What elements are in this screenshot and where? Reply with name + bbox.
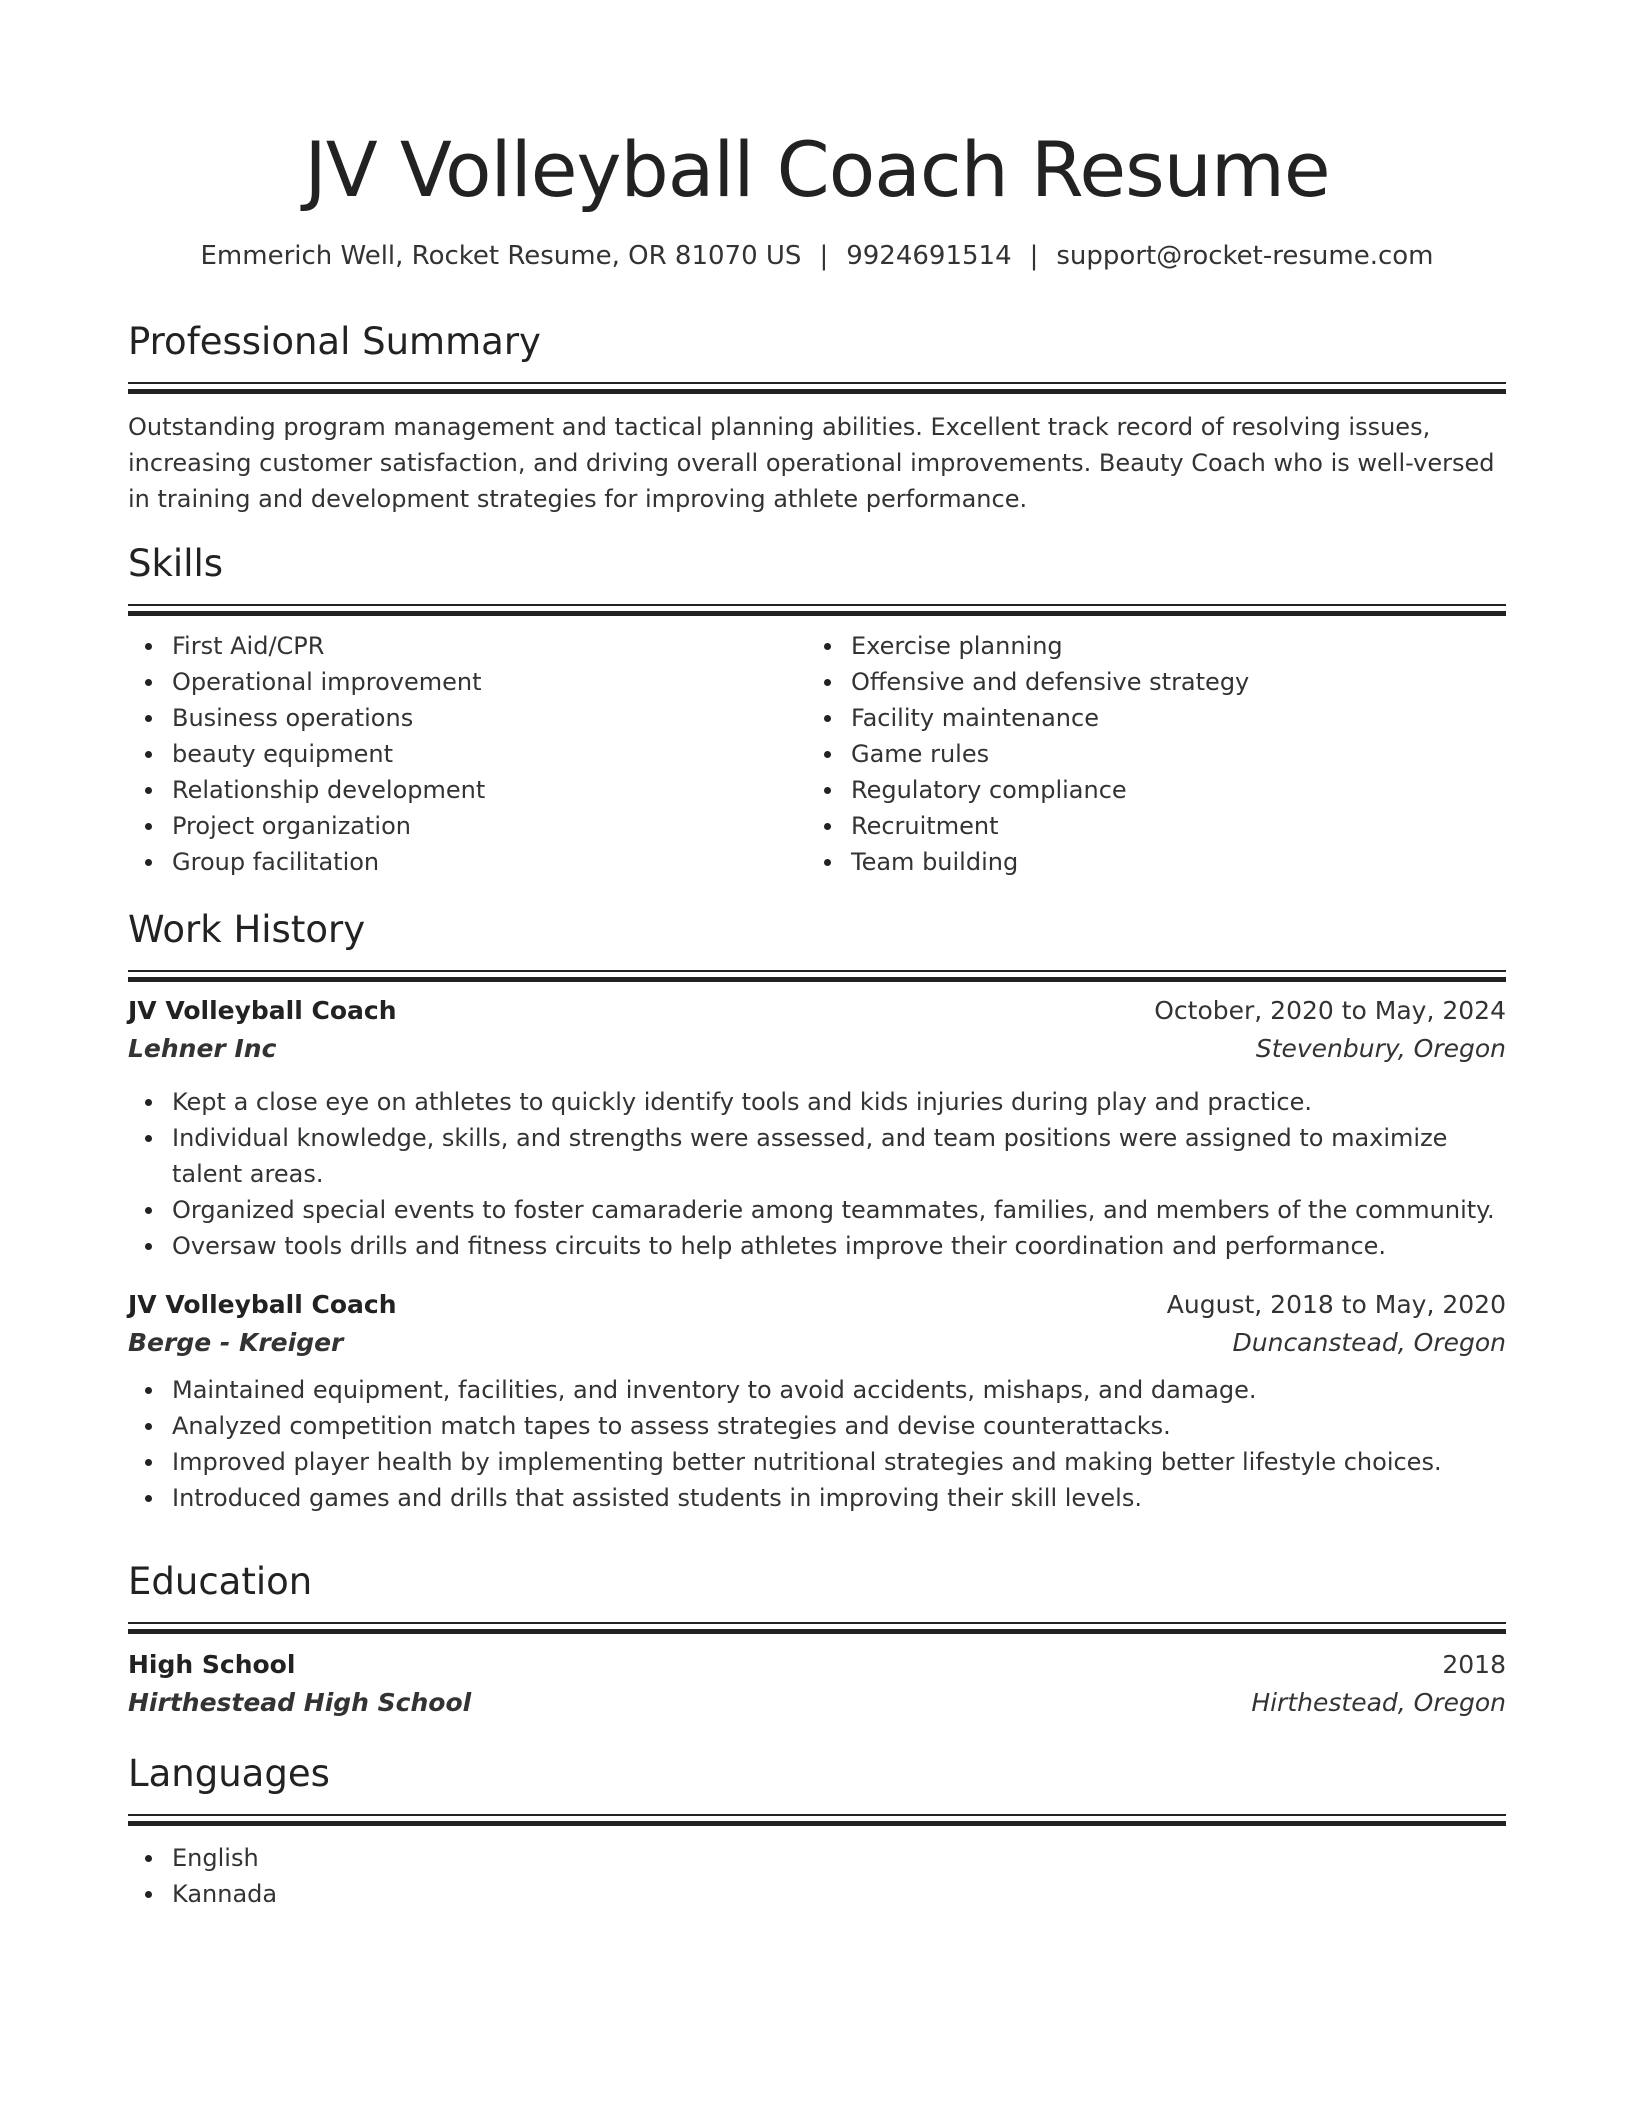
section-divider — [128, 970, 1506, 982]
job-duties — [128, 1372, 1506, 1516]
job-company: Lehner Inc — [128, 1034, 277, 1063]
languages-section — [128, 1750, 1506, 1912]
skill-item: Group facilitation — [172, 844, 807, 880]
education-year: 2018 — [1442, 1650, 1506, 1679]
section-divider — [128, 1814, 1506, 1826]
section-divider — [128, 604, 1506, 616]
skill-item: Business operations — [172, 700, 807, 736]
education-location: Hirthestead, Oregon — [1251, 1688, 1506, 1717]
work-heading: Work History — [128, 908, 366, 951]
education-school: Hirthestead High School — [128, 1688, 472, 1717]
language-item: Kannada — [172, 1876, 1506, 1912]
contact-separator: | — [819, 241, 829, 271]
job-duty-item: Oversaw tools drills and fitness circuits to help athletes improve their coordination and performance. — [172, 1228, 1506, 1264]
resume-title: JV Volleyball Coach Resume — [304, 125, 1330, 214]
skill-item: beauty equipment — [172, 736, 807, 772]
job-duties — [128, 1084, 1506, 1264]
summary-section — [128, 318, 1506, 517]
education-section — [128, 1558, 1506, 1722]
education-header-row — [128, 1646, 1506, 1684]
job-company: Berge - Kreiger — [128, 1328, 344, 1357]
job-duty-item: Individual knowledge, skills, and strengths were assessed, and team positions were assigned to maximize talent areas. — [172, 1120, 1506, 1192]
summary-text: Outstanding program management and tactical planning abilities. Excellent track record of resolving issues, increasing customer satisfaction, and driving overall operational improvements. Beauty Coach who is well-versed in training and development strategies for improving athlete performance. — [128, 413, 1495, 513]
skills-heading: Skills — [128, 542, 224, 585]
education-degree: High School — [128, 1650, 296, 1679]
job-header-row — [128, 1286, 1506, 1324]
job-location: Duncanstead, Oregon — [1232, 1328, 1506, 1357]
work-section — [128, 906, 1506, 1516]
job-entry — [128, 1286, 1506, 1516]
summary-heading: Professional Summary — [128, 320, 541, 363]
contact-email: support@rocket-resume.com — [1056, 241, 1434, 271]
job-location: Stevenbury, Oregon — [1255, 1034, 1506, 1063]
job-header-row — [128, 992, 1506, 1030]
skill-item: Relationship development — [172, 772, 807, 808]
languages-list — [128, 1840, 1506, 1912]
job-dates: August, 2018 to May, 2020 — [1166, 1290, 1506, 1319]
section-divider — [128, 1622, 1506, 1634]
skill-item: Recruitment — [851, 808, 1486, 844]
skill-item: Exercise planning — [851, 628, 1486, 664]
skills-columns — [128, 628, 1506, 880]
skill-item: Operational improvement — [172, 664, 807, 700]
job-duty-item: Introduced games and drills that assisted students in improving their skill levels. — [172, 1480, 1506, 1516]
job-duty-item: Analyzed competition match tapes to assess strategies and devise counterattacks. — [172, 1408, 1506, 1444]
education-heading: Education — [128, 1560, 313, 1603]
skill-item: Facility maintenance — [851, 700, 1486, 736]
skill-item: Project organization — [172, 808, 807, 844]
job-duty-item: Organized special events to foster camaraderie among teammates, families, and members of the community. — [172, 1192, 1506, 1228]
job-title: JV Volleyball Coach — [128, 996, 397, 1025]
language-item: English — [172, 1840, 1506, 1876]
skills-section — [128, 540, 1506, 880]
job-dates: October, 2020 to May, 2024 — [1154, 996, 1506, 1025]
contact-phone: 9924691514 — [846, 241, 1012, 271]
skill-item: First Aid/CPR — [172, 628, 807, 664]
education-entry — [128, 1646, 1506, 1722]
skill-item: Regulatory compliance — [851, 772, 1486, 808]
education-school-row — [128, 1684, 1506, 1722]
contact-line — [128, 238, 1506, 274]
job-duty-item: Maintained equipment, facilities, and inventory to avoid accidents, mishaps, and damage. — [172, 1372, 1506, 1408]
job-title: JV Volleyball Coach — [128, 1290, 397, 1319]
section-divider — [128, 382, 1506, 394]
contact-separator: | — [1029, 241, 1039, 271]
skills-column-left — [128, 628, 807, 880]
skill-item: Offensive and defensive strategy — [851, 664, 1486, 700]
job-duty-item: Kept a close eye on athletes to quickly identify tools and kids injuries during play and practice. — [172, 1084, 1506, 1120]
job-company-row — [128, 1324, 1506, 1362]
job-company-row — [128, 1030, 1506, 1068]
skill-item: Game rules — [851, 736, 1486, 772]
job-duty-item: Improved player health by implementing better nutritional strategies and making better lifestyle choices. — [172, 1444, 1506, 1480]
skills-column-right — [807, 628, 1486, 880]
job-entry — [128, 992, 1506, 1264]
skill-item: Team building — [851, 844, 1486, 880]
languages-heading: Languages — [128, 1752, 330, 1795]
contact-address: Emmerich Well, Rocket Resume, OR 81070 US — [200, 241, 802, 271]
